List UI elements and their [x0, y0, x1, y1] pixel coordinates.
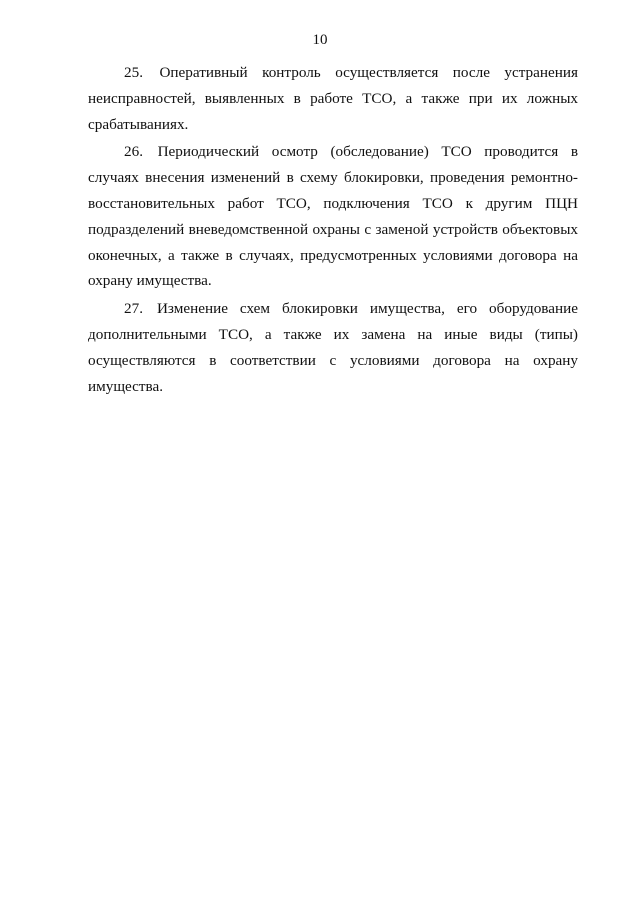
paragraph-25	[88, 60, 578, 137]
document-body	[88, 60, 578, 401]
paragraph-26	[88, 139, 578, 294]
paragraph-text: Изменение схем блокировки имущества, его оборудование дополнительными ТСО, а также их замена на иные виды (типы) осуществляются в соответствии с условиями договора на охрану имущества.	[88, 300, 578, 395]
paragraph-number: 27.	[124, 300, 143, 318]
paragraph-text: Периодический осмотр (обследование) ТСО проводится в случаях внесения изменений в схему блокировки, проведения ремонтно-восстановительных работ ТСО, подключения ТСО к другим ПЦН подразделений вневедомственной охраны с заменой устройств объектовых оконечных, а также в случаях, предусмотренных условиями договора на охрану имущества.	[88, 143, 579, 290]
paragraph-number: 26.	[124, 143, 143, 161]
paragraph-number: 25.	[124, 64, 143, 81]
page-number: 10	[312, 32, 328, 48]
paragraph-text: Оперативный контроль осуществляется после устранения неисправностей, выявленных в работе ТСО, а также при их ложных срабатываниях.	[88, 64, 579, 133]
paragraph-27	[88, 296, 578, 399]
